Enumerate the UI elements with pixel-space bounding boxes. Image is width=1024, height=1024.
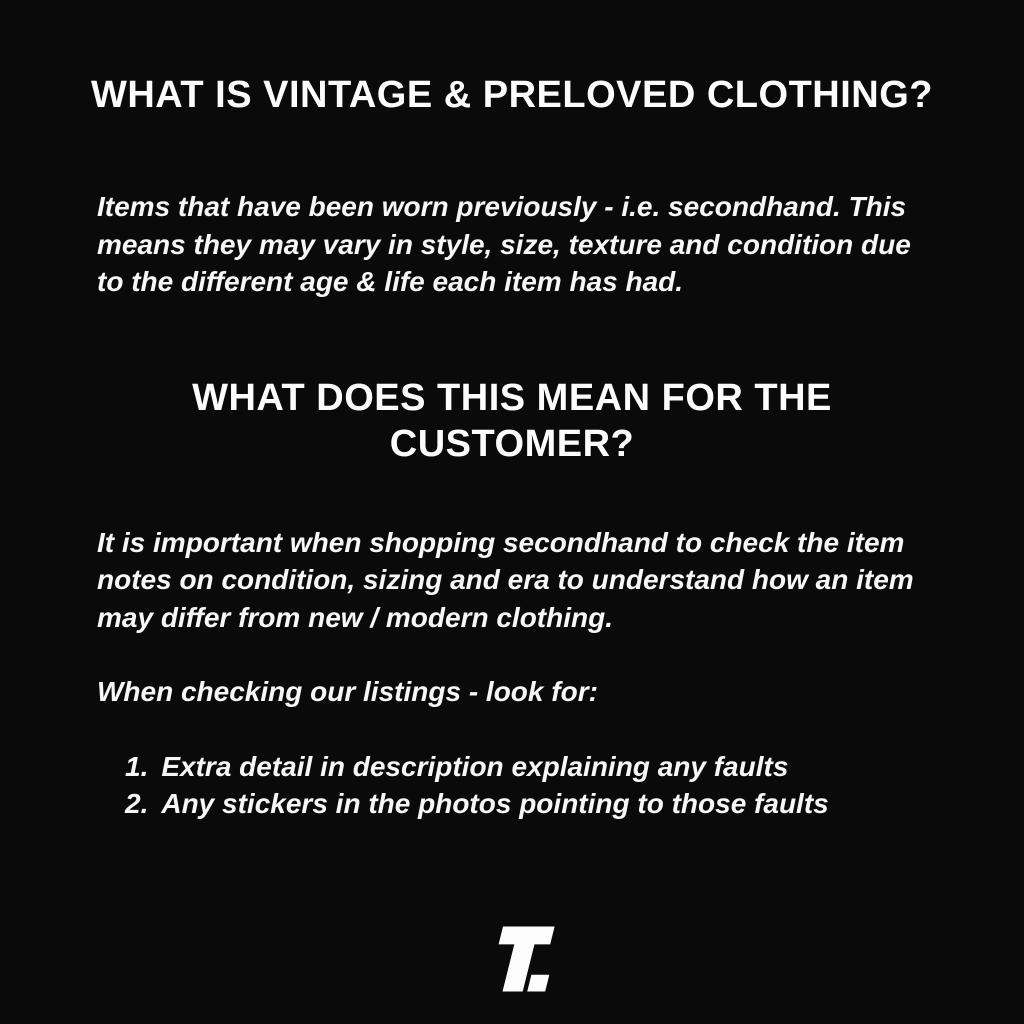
logo-period: [527, 975, 549, 992]
t-dot-logo-icon: [466, 926, 558, 992]
checklist-item: [125, 748, 964, 786]
text-line: may differ from new / modern clothing.: [97, 601, 613, 633]
list-text: Any stickers in the photos pointing to those faults: [161, 788, 829, 820]
text-line: It is important when shopping secondhand to check the item: [97, 526, 905, 558]
listings-intro: When checking our listings - look for:: [97, 676, 598, 708]
list-number: 2.: [125, 788, 149, 820]
brand-logo: [0, 926, 1024, 992]
customer-paragraph: [97, 524, 964, 637]
list-number: 1.: [125, 750, 149, 782]
list-text: Extra detail in description explaining any faults: [161, 750, 789, 782]
text-line: to the different age & life each item has had.: [97, 266, 684, 298]
customer-heading: [30, 375, 994, 468]
text-line: Items that have been worn previously - i.e. secondhand. This: [97, 191, 907, 223]
intro-paragraph: [97, 188, 964, 301]
main-heading: WHAT IS VINTAGE & PRELOVED CLOTHING?: [90, 74, 934, 116]
text-line: notes on condition, sizing and era to understand how an item: [97, 564, 914, 596]
text-line: means they may vary in style, size, texture and condition due: [97, 228, 911, 260]
heading-line: CUSTOMER?: [389, 423, 635, 466]
checklist-item: [125, 785, 964, 823]
fault-checklist: [125, 748, 964, 823]
heading-line: WHAT DOES THIS MEAN FOR THE: [192, 376, 832, 419]
